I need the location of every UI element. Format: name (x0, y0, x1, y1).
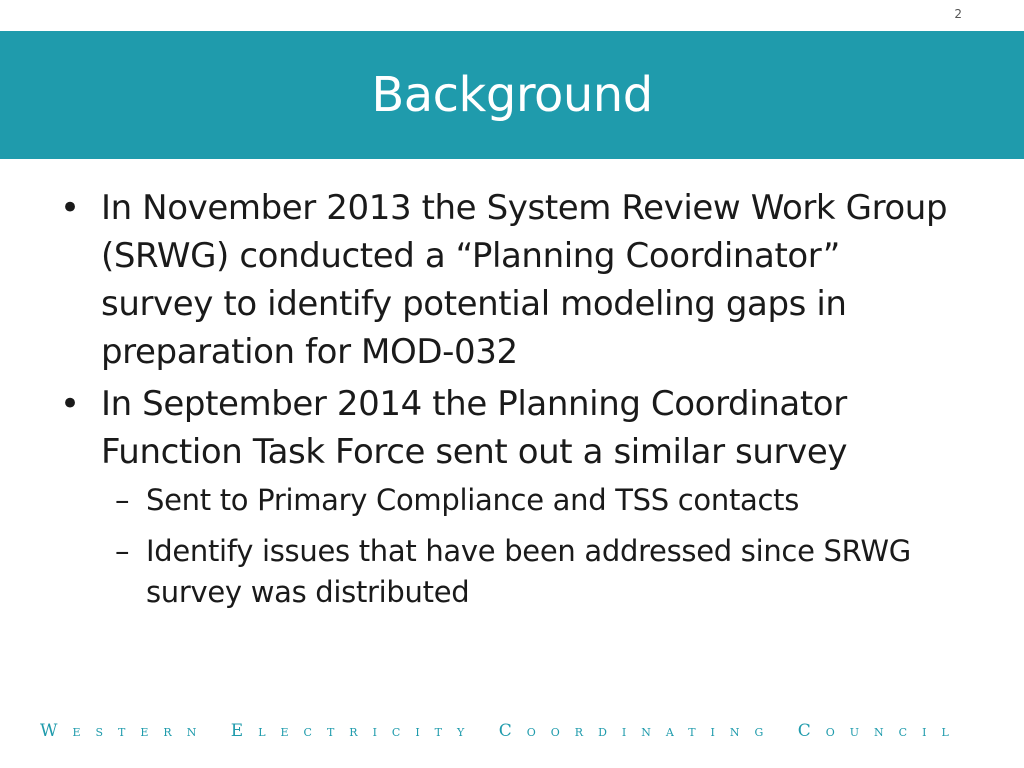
sub-bullet-marker: – (115, 483, 130, 517)
bullet-text: In September 2014 the Planning Coordinator Function Task Force sent out a similar survey (101, 384, 848, 472)
slide-title: Background (371, 67, 653, 123)
footer-organization-name: WESTERN ELECTRICITY COORDINATING COUNCIL (40, 721, 964, 741)
slide-number: 2 (954, 7, 962, 21)
bullet-marker: • (60, 188, 80, 228)
bullet-text: In November 2013 the System Review Work Group (SRWG) conducted a “Planning Coordinator” survey to identify potential modeling gaps in preparation for MOD-032 (101, 188, 948, 372)
bullet-marker: • (60, 384, 80, 424)
bullet-item (60, 184, 960, 376)
title-band (0, 31, 1024, 159)
sub-bullet-item (101, 480, 960, 521)
bullet-list (60, 184, 960, 623)
sub-bullet-text: Identify issues that have been addressed since SRWG survey was distributed (146, 534, 911, 609)
sub-bullet-list (101, 480, 960, 613)
sub-bullet-marker: – (115, 534, 130, 568)
sub-bullet-text: Sent to Primary Compliance and TSS contacts (146, 483, 800, 517)
bullet-item (60, 380, 960, 613)
sub-bullet-item (101, 531, 960, 613)
